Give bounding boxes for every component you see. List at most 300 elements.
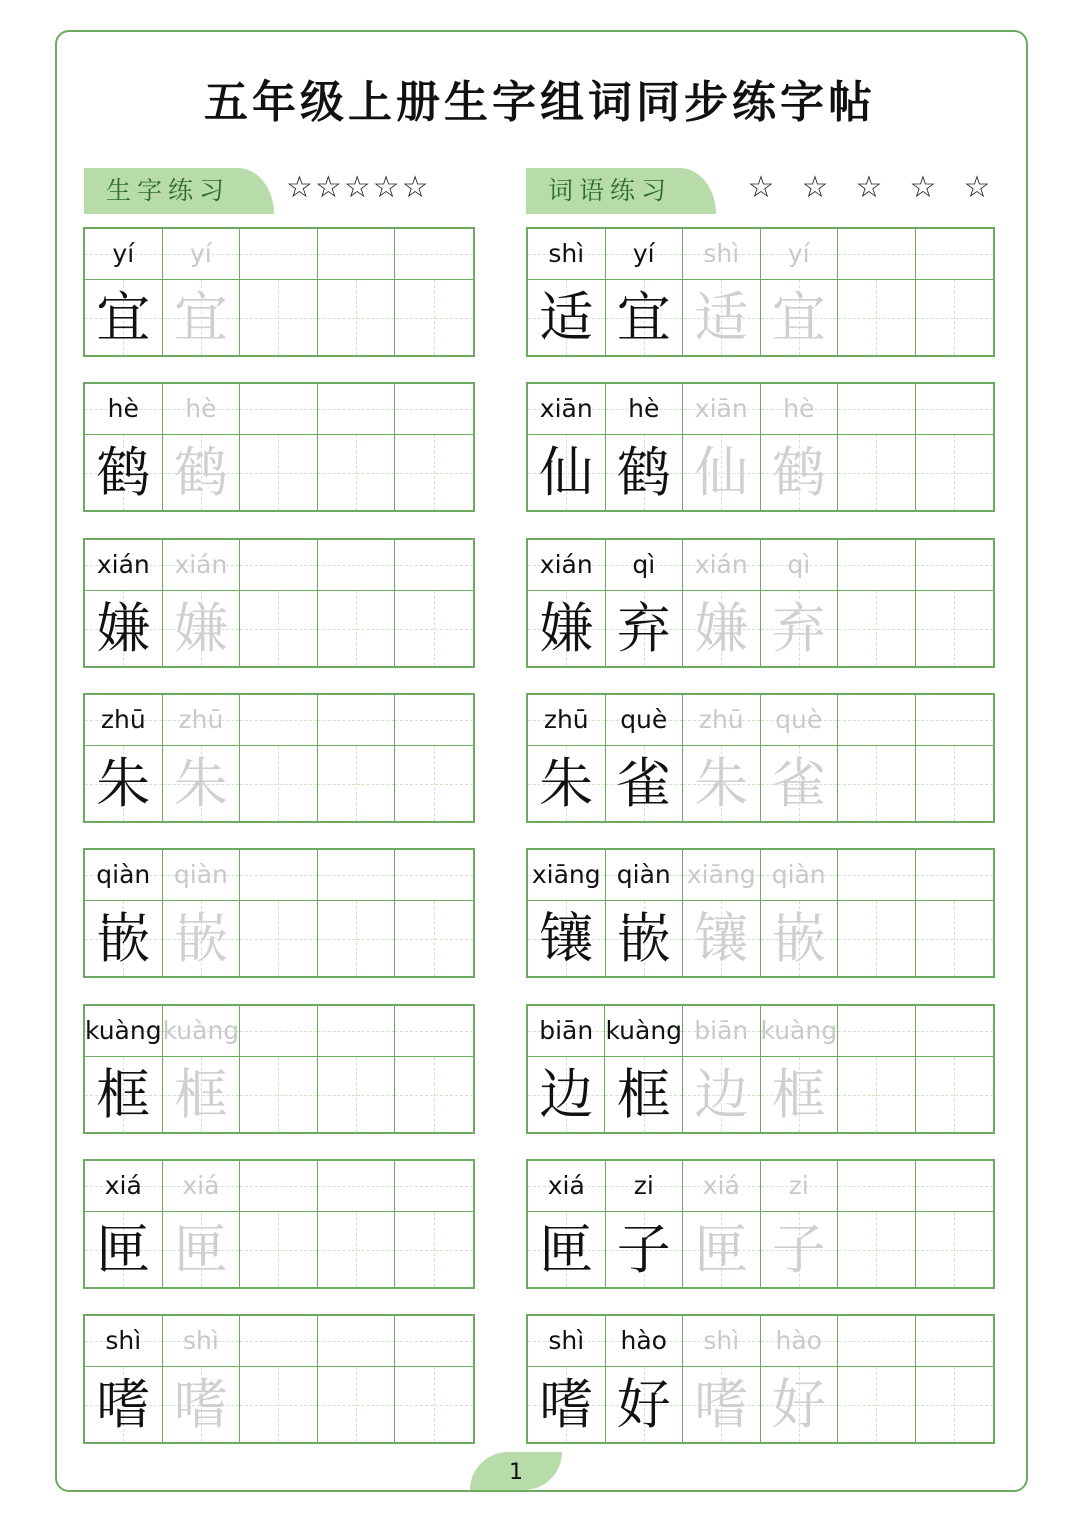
character-box (683, 435, 760, 510)
right-practice-row (526, 382, 995, 512)
character-box (838, 901, 915, 976)
tag-word-practice (526, 168, 716, 214)
star-icon: ☆ (909, 170, 937, 205)
grid-cell[interactable] (916, 229, 994, 355)
pinyin-text: shì (703, 1326, 740, 1355)
grid-cell[interactable] (683, 850, 761, 976)
character-text: 仙 (539, 441, 594, 504)
grid-cell[interactable] (528, 540, 606, 666)
pinyin-text: yí (112, 239, 135, 268)
character-box (528, 1212, 605, 1287)
grid-cell[interactable] (240, 695, 318, 821)
pinyin-box (85, 384, 162, 435)
pinyin-box (683, 695, 760, 746)
grid-cell[interactable] (838, 1316, 916, 1442)
pinyin-box (683, 1161, 760, 1212)
left-practice-row (83, 1159, 475, 1289)
character-box (163, 435, 240, 510)
pinyin-box (761, 850, 838, 901)
pinyin-box (761, 695, 838, 746)
grid-cell[interactable] (761, 1006, 839, 1132)
character-box (761, 1057, 838, 1132)
character-box (528, 1057, 604, 1132)
grid-cell[interactable] (761, 1316, 839, 1442)
grid-cell[interactable] (606, 1316, 684, 1442)
pinyin-box (240, 384, 317, 435)
character-box (528, 901, 605, 976)
pinyin-box (240, 229, 317, 280)
grid-cell[interactable] (838, 695, 916, 821)
pinyin-text: qì (632, 550, 656, 579)
grid-cell[interactable] (395, 540, 473, 666)
character-text: 嫌 (96, 597, 151, 660)
grid-cell[interactable] (395, 229, 473, 355)
grid-cell[interactable] (916, 384, 994, 510)
grid-cell[interactable] (606, 384, 684, 510)
character-box (318, 746, 395, 821)
character-text: 嵌 (173, 907, 228, 970)
grid-cell[interactable] (85, 1006, 163, 1132)
pinyin-text: qiàn (616, 860, 671, 889)
grid-cell[interactable] (683, 1161, 761, 1287)
grid-cell[interactable] (240, 540, 318, 666)
character-text: 宜 (173, 286, 228, 349)
pinyin-box (606, 850, 683, 901)
pinyin-box (838, 229, 915, 280)
character-box (395, 591, 473, 666)
grid-cell[interactable] (606, 229, 684, 355)
character-text: 雀 (616, 752, 671, 815)
character-box (606, 280, 683, 355)
pinyin-box (318, 229, 395, 280)
character-text: 子 (771, 1218, 826, 1281)
grid-cell[interactable] (528, 695, 606, 821)
star-icon: ☆ (855, 170, 883, 205)
pinyin-box (761, 1316, 838, 1367)
character-text: 嵌 (96, 907, 151, 970)
character-text: 适 (694, 286, 749, 349)
pinyin-box (838, 540, 915, 591)
grid-cell[interactable] (318, 229, 396, 355)
right-practice-row (526, 1159, 995, 1289)
character-text: 宜 (771, 286, 826, 349)
pinyin-text: hào (620, 1326, 667, 1355)
grid-cell[interactable] (240, 1161, 318, 1287)
character-text: 匣 (694, 1218, 749, 1281)
pinyin-box (761, 540, 838, 591)
pinyin-box (318, 1006, 395, 1057)
grid-cell[interactable] (761, 695, 839, 821)
page-number: 1 (470, 1452, 562, 1490)
character-box (85, 435, 162, 510)
pinyin-text: zhū (178, 705, 224, 734)
character-text: 匣 (173, 1218, 228, 1281)
character-box (761, 1367, 838, 1442)
left-practice-row (83, 848, 475, 978)
grid-cell[interactable] (683, 384, 761, 510)
character-box (240, 901, 317, 976)
pinyin-text: biān (694, 1016, 749, 1045)
pinyin-box (838, 1161, 915, 1212)
pinyin-text: xiān (539, 394, 593, 423)
grid-cell[interactable] (838, 540, 916, 666)
grid-cell[interactable] (838, 384, 916, 510)
pinyin-text: kuàng (162, 1016, 240, 1045)
pinyin-box (528, 1161, 605, 1212)
character-box (916, 1212, 994, 1287)
grid-cell[interactable] (163, 695, 241, 821)
grid-cell[interactable] (606, 695, 684, 821)
character-box (838, 1212, 915, 1287)
grid-cell[interactable] (318, 1316, 396, 1442)
character-box (395, 435, 473, 510)
grid-cell[interactable] (838, 1161, 916, 1287)
character-box (606, 591, 683, 666)
character-box (916, 1057, 993, 1132)
right-practice-row (526, 538, 995, 668)
pinyin-box (683, 1006, 759, 1057)
character-box (683, 1057, 759, 1132)
character-text: 嗜 (96, 1373, 151, 1436)
grid-cell[interactable] (761, 1161, 839, 1287)
pinyin-text: shì (105, 1326, 142, 1355)
pinyin-text: xiá (182, 1171, 220, 1200)
character-text: 鹤 (771, 441, 826, 504)
tag-label: 词语练习 (548, 176, 673, 205)
grid-cell[interactable] (395, 850, 473, 976)
character-text: 鹤 (96, 441, 151, 504)
character-box (395, 1212, 473, 1287)
grid-cell[interactable] (240, 1006, 318, 1132)
right-practice-row (526, 1314, 995, 1444)
grid-cell[interactable] (318, 1006, 396, 1132)
character-box (838, 435, 915, 510)
grid-cell[interactable] (163, 1161, 241, 1287)
tag-label: 生字练习 (106, 176, 231, 205)
grid-cell[interactable] (318, 1161, 396, 1287)
character-box (606, 901, 683, 976)
pinyin-box (838, 384, 915, 435)
right-practice-row (526, 1004, 995, 1134)
grid-cell[interactable] (85, 850, 163, 976)
pinyin-box (916, 1316, 994, 1367)
pinyin-box (395, 1006, 473, 1057)
grid-cell[interactable] (916, 1161, 994, 1287)
character-text: 嵌 (771, 907, 826, 970)
character-box (318, 1057, 395, 1132)
grid-cell[interactable] (240, 1316, 318, 1442)
grid-cell[interactable] (916, 1316, 994, 1442)
character-box (163, 746, 240, 821)
pinyin-text: yí (632, 239, 655, 268)
character-box (85, 1057, 162, 1132)
character-text: 框 (173, 1063, 228, 1126)
grid-cell[interactable] (163, 540, 241, 666)
left-practice-row (83, 1314, 475, 1444)
character-box (528, 746, 605, 821)
character-text: 宜 (96, 286, 151, 349)
character-text: 雀 (771, 752, 826, 815)
pinyin-box (528, 850, 605, 901)
pinyin-box (528, 384, 605, 435)
character-box (318, 1367, 395, 1442)
character-box (240, 591, 317, 666)
pinyin-text: hè (783, 394, 815, 423)
grid-cell[interactable] (606, 540, 684, 666)
pinyin-box (163, 850, 240, 901)
grid-cell[interactable] (163, 850, 241, 976)
pinyin-box (85, 850, 162, 901)
grid-cell[interactable] (528, 850, 606, 976)
grid-cell[interactable] (318, 695, 396, 821)
pinyin-text: shì (548, 239, 585, 268)
right-star-rating (734, 170, 1004, 205)
pinyin-text: shì (182, 1326, 219, 1355)
pinyin-text: xiān (694, 394, 748, 423)
pinyin-box (85, 1006, 162, 1057)
character-box (163, 280, 240, 355)
star-icon: ☆ (801, 170, 829, 205)
character-box (163, 591, 240, 666)
pinyin-text: què (620, 705, 668, 734)
character-text: 仙 (694, 441, 749, 504)
pinyin-text: xián (694, 550, 748, 579)
character-text: 弃 (616, 597, 671, 660)
pinyin-text: hào (775, 1326, 822, 1355)
pinyin-box (916, 384, 994, 435)
pinyin-text: xiá (547, 1171, 585, 1200)
grid-cell[interactable] (85, 695, 163, 821)
grid-cell[interactable] (163, 229, 241, 355)
pinyin-text: shì (548, 1326, 585, 1355)
pinyin-box (85, 540, 162, 591)
character-box (916, 280, 994, 355)
pinyin-text: zi (633, 1171, 654, 1200)
character-box (916, 901, 994, 976)
pinyin-box (163, 384, 240, 435)
character-text: 朱 (539, 752, 594, 815)
grid-cell[interactable] (395, 384, 473, 510)
character-box (318, 435, 395, 510)
pinyin-box (683, 1316, 760, 1367)
grid-cell[interactable] (85, 229, 163, 355)
character-box (163, 1057, 240, 1132)
pinyin-box (683, 384, 760, 435)
character-text: 子 (616, 1218, 671, 1281)
grid-cell[interactable] (916, 850, 994, 976)
pinyin-box (240, 850, 317, 901)
pinyin-box (606, 384, 683, 435)
pinyin-box (240, 1006, 317, 1057)
pinyin-box (318, 540, 395, 591)
pinyin-text: zhū (100, 705, 146, 734)
pinyin-box (395, 229, 473, 280)
grid-cell[interactable] (395, 1006, 473, 1132)
grid-cell[interactable] (163, 384, 241, 510)
grid-cell[interactable] (318, 850, 396, 976)
character-text: 嗜 (539, 1373, 594, 1436)
character-box (838, 591, 915, 666)
grid-cell[interactable] (318, 540, 396, 666)
character-text: 宜 (616, 286, 671, 349)
grid-cell[interactable] (240, 850, 318, 976)
character-text: 嗜 (694, 1373, 749, 1436)
grid-cell[interactable] (318, 384, 396, 510)
grid-cell[interactable] (683, 540, 761, 666)
pinyin-text: zhū (698, 705, 744, 734)
grid-cell[interactable] (838, 850, 916, 976)
grid-cell[interactable] (761, 540, 839, 666)
character-text: 边 (694, 1063, 749, 1126)
grid-cell[interactable] (606, 1161, 684, 1287)
character-box (85, 746, 162, 821)
grid-cell[interactable] (85, 1161, 163, 1287)
star-icon: ☆ (747, 170, 775, 205)
character-box (85, 280, 162, 355)
page-title: 五年级上册生字组词同步练字帖 (204, 77, 876, 128)
character-text: 嗜 (173, 1373, 228, 1436)
pinyin-box (761, 384, 838, 435)
grid-cell[interactable] (761, 384, 839, 510)
pinyin-text: kuàng (760, 1016, 838, 1045)
character-text: 鹤 (616, 441, 671, 504)
pinyin-text: xiá (702, 1171, 740, 1200)
grid-cell[interactable] (916, 1006, 993, 1132)
pinyin-text: xián (539, 550, 593, 579)
pinyin-box (240, 1316, 317, 1367)
character-box (683, 591, 760, 666)
character-box (683, 901, 760, 976)
pinyin-box (528, 695, 605, 746)
grid-cell[interactable] (528, 1006, 605, 1132)
character-box (528, 435, 605, 510)
grid-cell[interactable] (240, 229, 318, 355)
pinyin-box (163, 1161, 240, 1212)
character-box (761, 591, 838, 666)
pinyin-box (240, 540, 317, 591)
character-box (85, 1367, 162, 1442)
character-box (761, 435, 838, 510)
pinyin-text: hè (185, 394, 217, 423)
pinyin-box (318, 850, 395, 901)
left-practice-row (83, 693, 475, 823)
grid-cell[interactable] (683, 1316, 761, 1442)
grid-cell[interactable] (395, 1316, 473, 1442)
pinyin-text: shì (703, 239, 740, 268)
pinyin-box (85, 695, 162, 746)
character-box (395, 280, 473, 355)
pinyin-box (163, 695, 240, 746)
grid-cell[interactable] (85, 384, 163, 510)
grid-cell[interactable] (838, 229, 916, 355)
grid-cell[interactable] (916, 695, 994, 821)
grid-cell[interactable] (528, 384, 606, 510)
grid-cell[interactable] (683, 695, 761, 821)
pinyin-box (240, 695, 317, 746)
character-box (761, 1212, 838, 1287)
grid-cell[interactable] (683, 1006, 760, 1132)
pinyin-box (606, 540, 683, 591)
character-box (606, 1367, 683, 1442)
grid-cell[interactable] (395, 1161, 473, 1287)
pinyin-text: qiàn (173, 860, 228, 889)
grid-cell[interactable] (838, 1006, 915, 1132)
pinyin-text: què (775, 705, 823, 734)
grid-cell[interactable] (85, 540, 163, 666)
character-box (916, 591, 994, 666)
character-box (85, 1212, 162, 1287)
character-box (318, 591, 395, 666)
pinyin-text: xián (96, 550, 150, 579)
character-text: 好 (771, 1373, 826, 1436)
grid-cell[interactable] (85, 1316, 163, 1442)
pinyin-box (838, 1006, 914, 1057)
character-box (240, 1212, 317, 1287)
pinyin-text: hè (628, 394, 660, 423)
pinyin-box (163, 229, 240, 280)
character-box (395, 1057, 473, 1132)
grid-cell[interactable] (916, 540, 994, 666)
pinyin-box (163, 1006, 240, 1057)
character-box (395, 1367, 473, 1442)
character-text: 朱 (173, 752, 228, 815)
character-box (761, 746, 838, 821)
pinyin-box (85, 229, 162, 280)
character-box (838, 1367, 915, 1442)
character-box (395, 746, 473, 821)
grid-cell[interactable] (605, 1006, 683, 1132)
pinyin-box (606, 695, 683, 746)
pinyin-text: kuàng (85, 1016, 162, 1045)
grid-cell[interactable] (395, 695, 473, 821)
character-box (606, 746, 683, 821)
grid-cell[interactable] (240, 384, 318, 510)
character-text: 嫌 (694, 597, 749, 660)
pinyin-box (395, 384, 473, 435)
grid-cell[interactable] (683, 229, 761, 355)
grid-cell[interactable] (761, 229, 839, 355)
pinyin-box (395, 540, 473, 591)
character-box (318, 1212, 395, 1287)
character-box (838, 280, 915, 355)
pinyin-text: qì (787, 550, 811, 579)
grid-cell[interactable] (163, 1316, 241, 1442)
star-icon: ☆ (963, 170, 991, 205)
pinyin-box (683, 229, 760, 280)
pinyin-box (761, 229, 838, 280)
character-box (761, 901, 838, 976)
pinyin-box (761, 1161, 838, 1212)
character-text: 嫌 (539, 597, 594, 660)
character-text: 嫌 (173, 597, 228, 660)
grid-cell[interactable] (163, 1006, 241, 1132)
grid-cell[interactable] (761, 850, 839, 976)
pinyin-box (606, 229, 683, 280)
grid-cell[interactable] (528, 229, 606, 355)
grid-cell[interactable] (606, 850, 684, 976)
character-box (916, 1367, 994, 1442)
pinyin-text: qiàn (771, 860, 826, 889)
character-box (395, 901, 473, 976)
pinyin-text: xiá (104, 1171, 142, 1200)
pinyin-box (528, 540, 605, 591)
character-box (528, 591, 605, 666)
pinyin-box (318, 1161, 395, 1212)
grid-cell[interactable] (528, 1316, 606, 1442)
grid-cell[interactable] (528, 1161, 606, 1287)
character-box (838, 746, 915, 821)
character-text: 镶 (539, 907, 594, 970)
